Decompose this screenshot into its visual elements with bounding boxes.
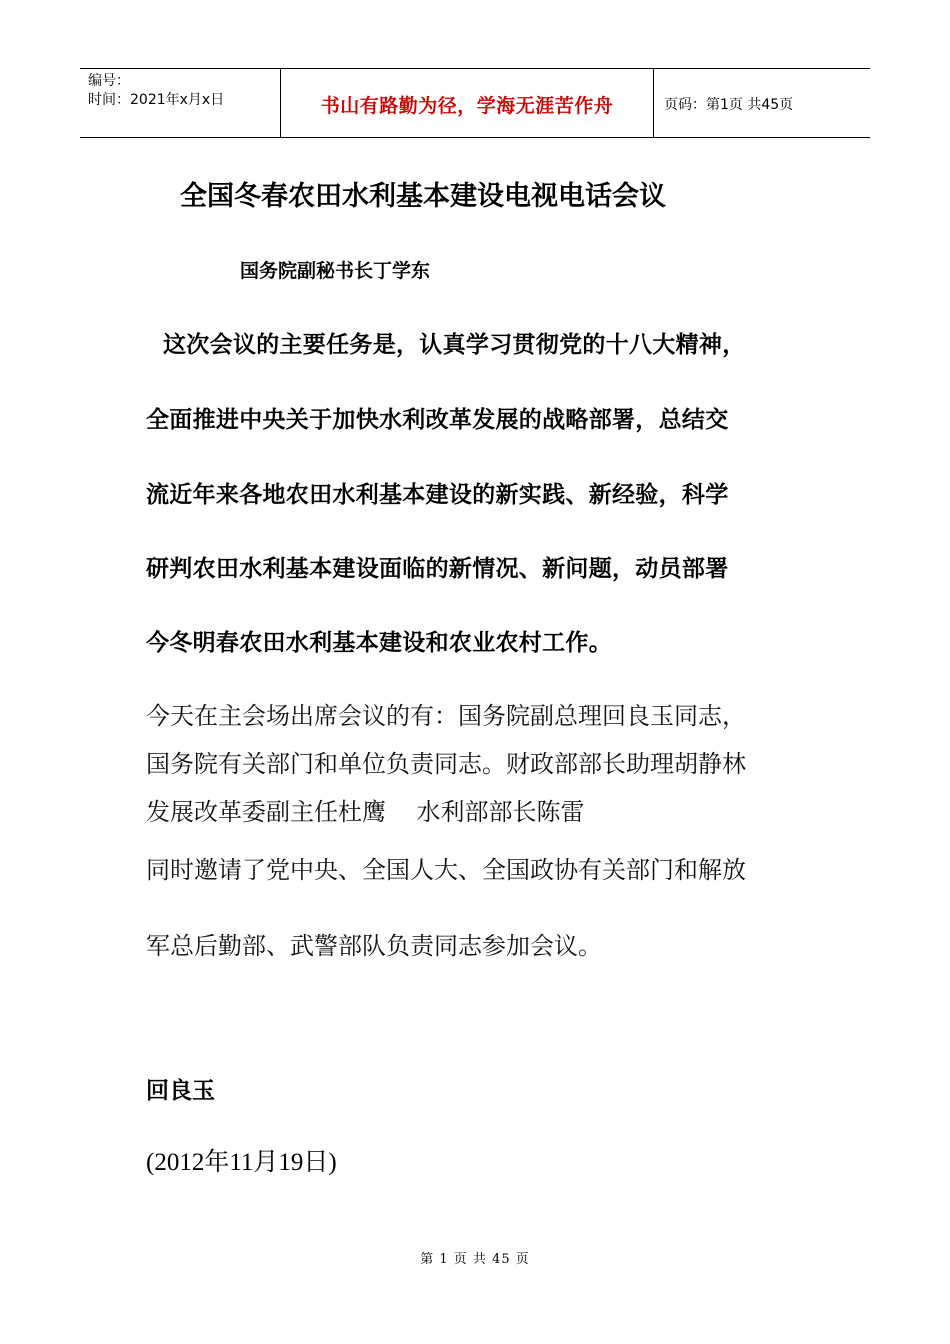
paragraph-line: 全面推进中央关于加快水利改革发展的战略部署，总结交 — [146, 407, 729, 433]
speech-date: (2012年11月19日) — [146, 1149, 337, 1176]
speaker-name: 回良玉 — [146, 1078, 215, 1104]
document-title: 全国冬春农田水利基本建设电视电话会议 — [180, 181, 666, 212]
page-info: 页码：第1页 共45页 — [664, 97, 794, 113]
time-label: 时间：2021年x月x日 — [88, 92, 225, 108]
paragraph-line: 国务院有关部门和单位负责同志。财政部部长助理胡静林 — [146, 750, 746, 778]
page-footer: 第 1 页 共 45 页 — [420, 1252, 530, 1267]
header-page-cell — [654, 69, 870, 137]
header-meta-cell — [80, 69, 281, 137]
paragraph-line: 流近年来各地农田水利基本建设的新实践、新经验，科学 — [146, 482, 729, 508]
paragraph-line: 今冬明春农田水利基本建设和农业农村工作。 — [146, 630, 612, 656]
paragraph-line: 发展改革委副主任杜鹰 水利部部长陈雷 — [146, 798, 585, 826]
document-author: 国务院副秘书长丁学东 — [240, 260, 431, 282]
paragraph-line: 今天在主会场出席会议的有：国务院副总理回良玉同志， — [146, 702, 746, 730]
motto: 书山有路勤为径，学海无涯苦作舟 — [320, 95, 614, 117]
page-header — [80, 68, 870, 138]
paragraph-line: 这次会议的主要任务是，认真学习贯彻党的十八大精神， — [163, 332, 746, 358]
number-label: 编号： — [88, 73, 130, 89]
paragraph-line: 同时邀请了党中央、全国人大、全国政协有关部门和解放 — [146, 856, 746, 884]
paragraph-line: 军总后勤部、武警部队负责同志参加会议。 — [146, 932, 602, 960]
header-motto-cell — [281, 69, 654, 137]
paragraph-line: 研判农田水利基本建设面临的新情况、新问题，动员部署 — [146, 556, 729, 582]
